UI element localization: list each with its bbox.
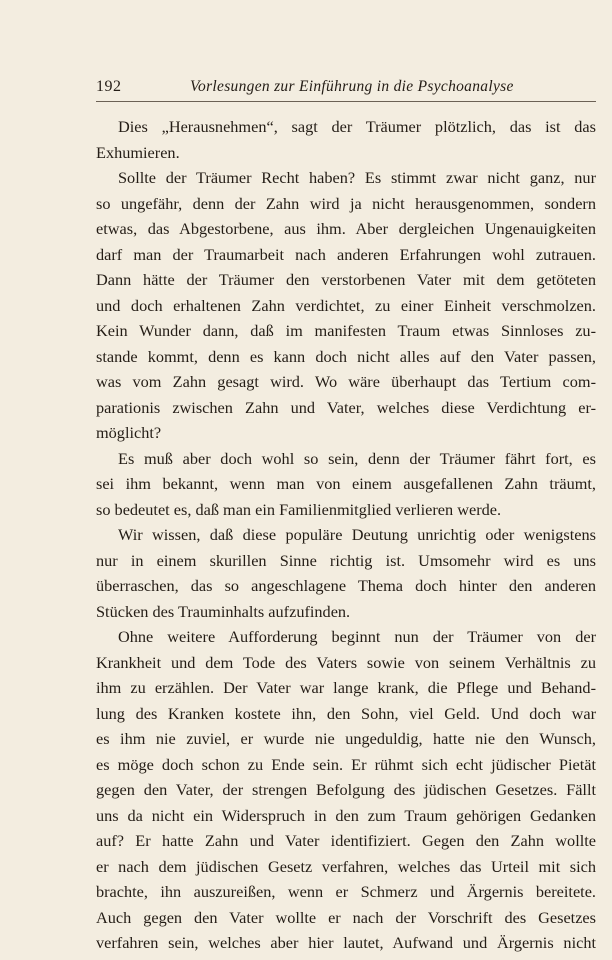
text-line: brachte, ihn auszureißen, wenn er Schmerz und Ärgernis bereitete. — [96, 882, 596, 901]
text-line: verfahren sein, welches aber hier lautet, Aufwand und Ärgernis nicht — [96, 933, 596, 952]
text-line: überraschen, das so angeschlagene Thema doch hinter den anderen — [96, 576, 596, 595]
text-line: lung des Kranken kostete ihn, den Sohn, viel Geld. Und doch war — [96, 703, 596, 723]
running-title: Vorlesungen zur Einführung in die Psychoanalyse — [190, 78, 514, 95]
text-line: so ungefähr, denn der Zahn wird ja nicht herausgenommen, sondern — [96, 193, 596, 213]
text-line: Krankheit und dem Tode des Vaters sowie von seinem Verhältnis zu — [96, 652, 596, 672]
text-line: was vom Zahn gesagt wird. Wo wäre überhaupt das Tertium com- — [96, 372, 596, 391]
body-text — [96, 114, 596, 956]
text-line: parationis zwischen Zahn und Vater, welches diese Verdichtung er- — [96, 397, 596, 417]
text-line: möglicht? — [96, 423, 162, 442]
text-line: ihm zu erzählen. Der Vater war lange krank, die Pflege und Behand- — [96, 678, 596, 697]
text-line: nur in einem skurillen Sinne richtig ist. Umsomehr wird es uns — [96, 550, 596, 570]
text-line: etwas, das Abgestorbene, aus ihm. Aber dergleichen Ungenauigkeiten — [96, 219, 596, 238]
text-line: Es muß aber doch wohl so sein, denn der Träumer fährt fort, es — [118, 448, 596, 468]
text-line: gegen den Vater, der strengen Befolgung des jüdischen Gesetzes. Fällt — [96, 780, 596, 799]
page-number: 192 — [96, 78, 122, 95]
text-line: er nach dem jüdischen Gesetz verfahren, welches das Urteil mit sich — [96, 856, 596, 876]
text-line: es ihm nie zuviel, er wurde nie ungeduldig, hatte nie den Wunsch, — [96, 729, 596, 748]
text-line: Ohne weitere Aufforderung beginnt nun der Träumer von der — [118, 627, 596, 646]
text-line: Wir wissen, daß diese populäre Deutung unrichtig oder wenigstens — [118, 525, 596, 544]
text-line: auf? Er hatte Zahn und Vater identifiziert. Gegen den Zahn wollte — [96, 831, 596, 850]
text-line: und doch erhaltenen Zahn verdichtet, zu einer Einheit verschmolzen. — [96, 295, 596, 315]
text-line: es möge doch schon zu Ende sein. Er rühmt sich echt jüdischer Pietät — [96, 754, 596, 774]
text-line: stande kommt, denn es kann doch nicht alles auf den Vater passen, — [96, 346, 596, 366]
text-line: Kein Wunder dann, daß im manifesten Traum etwas Sinnloses zu- — [96, 321, 596, 340]
text-line: Sollte der Träumer Recht haben? Es stimmt zwar nicht ganz, nur — [118, 168, 596, 187]
text-line: Dies „Herausnehmen“, sagt der Träumer plötzlich, das ist das — [118, 117, 596, 136]
text-line: Dann hätte der Träumer den verstorbenen Vater mit dem getöteten — [96, 270, 596, 289]
text-line: darf man der Traumarbeit nach anderen Erfahrungen wohl zutrauen. — [96, 244, 596, 264]
header-rule — [96, 101, 596, 102]
text-line: so bedeutet es, daß man ein Familienmitglied verlieren werde. — [96, 499, 502, 519]
text-line: Exhumieren. — [96, 142, 180, 162]
text-line: sei ihm bekannt, wenn man von einem ausgefallenen Zahn träumt, — [96, 474, 596, 493]
text-line: Auch gegen den Vater wollte er nach der Vorschrift des Gesetzes — [96, 907, 596, 927]
text-line: uns da nicht ein Widerspruch in den zum Traum gehörigen Gedanken — [96, 805, 596, 825]
page-header — [96, 78, 596, 100]
text-line: Stücken des Trauminhalts aufzufinden. — [96, 601, 351, 621]
